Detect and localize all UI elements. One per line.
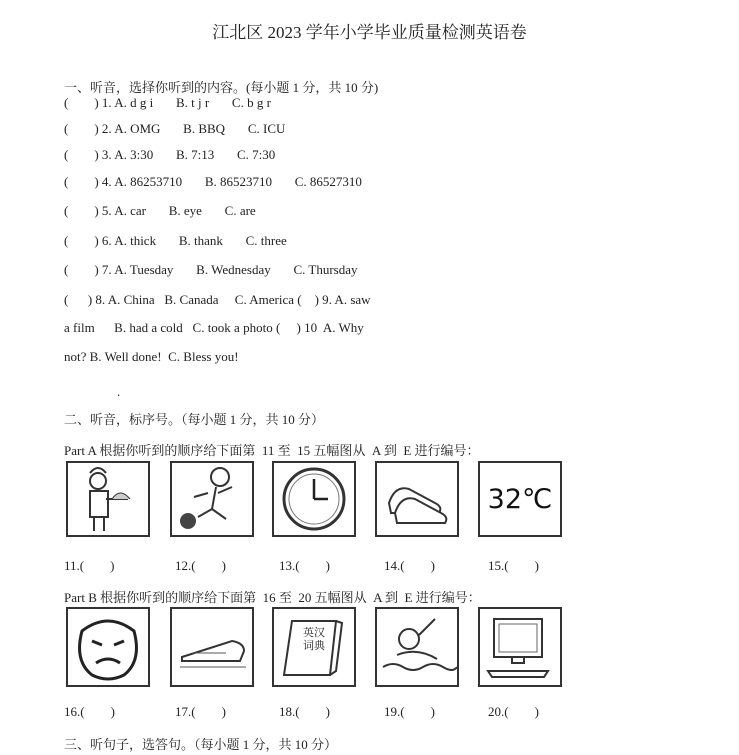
section3-heading: 三、听句子，选答句。（每小题 1 分，共 10 分） [64,737,338,752]
question-line: ( ) 2. A. OMG B. BBQ C. ICU [64,121,286,136]
part-a-instruction: Part A 根据你听到的顺序给下面第 11 至 15 五幅图从 A 到 E 进行编号： [64,443,480,458]
question-line: ( ) 1. A. d g i B. t j r C. b g r [64,95,271,110]
clock-icon [272,461,356,537]
question-line: ( ) 4. A. 86253710 B. 86523710 C. 86527310 [64,174,362,189]
computer-icon [478,607,562,687]
shoes-icon [375,461,459,537]
page-title: 江北区 2023 学年小学毕业质量检测英语卷 [212,23,527,42]
part-b-instruction: Part B 根据你听到的顺序给下面第 16 至 20 五幅图从 A 到 E 进行编号： [64,590,481,605]
question-line: ( ) 3. A. 3:30 B. 7:13 C. 7:30 [64,147,276,162]
question-line: ( ) 7. A. Tuesday B. Wednesday C. Thursday [64,262,358,277]
train-icon [170,607,254,687]
stray-dot: . [117,384,121,399]
chef-icon [66,461,150,537]
section2-heading: 二、听音，标序号。（每小题 1 分，共 10 分） [64,412,325,427]
question-line: ( ) 5. A. car B. eye C. are [64,203,256,218]
answer-label: 16.( ) [64,704,115,719]
question-line: ( ) 6. A. thick B. thank C. three [64,233,287,248]
sick-face-icon [66,607,150,687]
answer-label: 11.( ) [64,558,115,573]
temperature-icon: 32℃ [478,461,562,537]
answer-label: 20.( ) [488,704,539,719]
answer-label: 15.( ) [488,558,539,573]
dictionary-icon [272,607,356,687]
answer-label: 14.( ) [384,558,435,573]
section1-heading: 一、听音，选择你听到的内容。(每小题 1 分，共 10 分) [64,80,379,95]
question-line: ( ) 8. A. China B. Canada C. America ( ) 9. A. saw [64,292,371,307]
question-line: a film B. had a cold C. took a photo ( ) 10 A. Why [64,320,364,335]
answer-label: 19.( ) [384,704,435,719]
answer-label: 17.( ) [175,704,226,719]
question-line: not? B. Well done! C. Bless you! [64,349,239,364]
answer-label: 18.( ) [279,704,330,719]
answer-label: 13.( ) [279,558,330,573]
answer-label: 12.( ) [175,558,226,573]
soccer-player-icon [170,461,254,537]
dictionary-title: 英汉词典 [303,627,325,652]
swimmer-icon [375,607,459,687]
